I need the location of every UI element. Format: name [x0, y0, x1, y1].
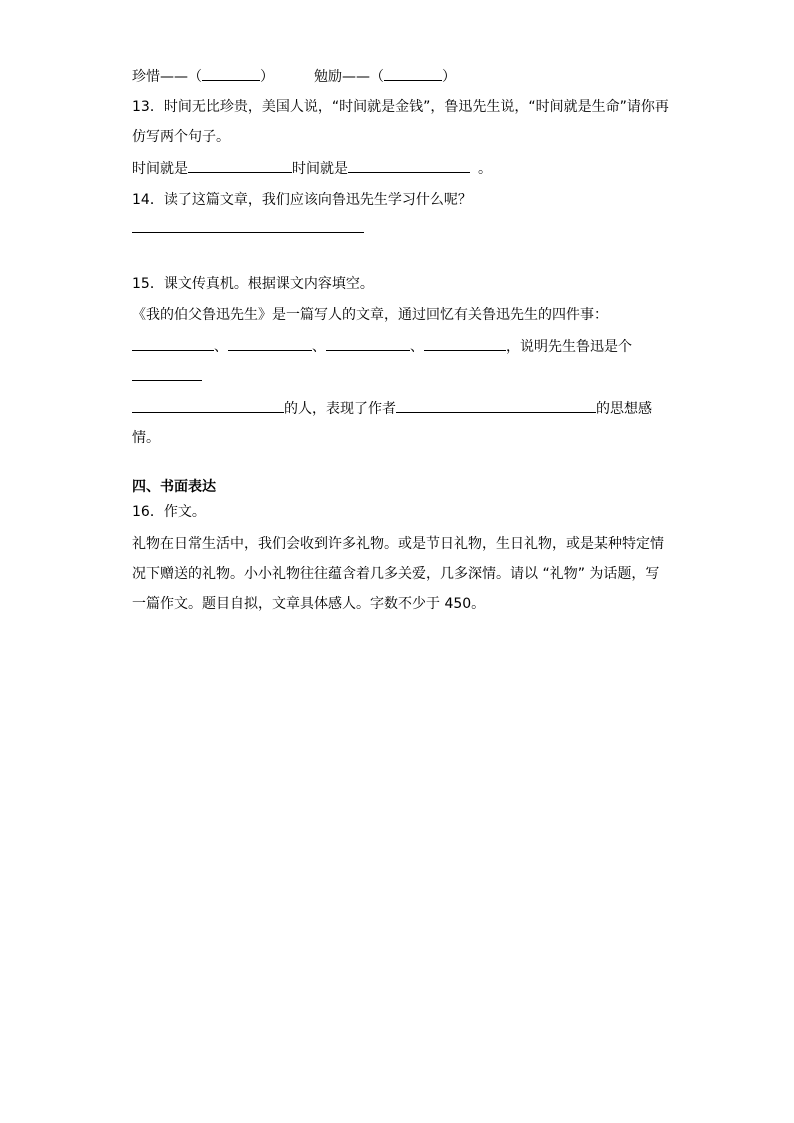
q15-mid5: 的人，表现了作者	[284, 401, 396, 417]
q16-prompt-line1: 礼物在日常生活中，我们会收到许多礼物。或是节日礼物，生日礼物，或是某种特定情	[132, 536, 664, 552]
q13-prompt-line1: 13．时间无比珍贵，美国人说，“时间就是金钱”，鲁迅先生说，“时间就是生命”请你再	[132, 99, 669, 115]
q12-blank-2[interactable]	[384, 66, 442, 81]
section-heading: 四、书面表达	[132, 479, 216, 495]
q15-blank-event3[interactable]	[326, 336, 410, 351]
q15-blank-event1[interactable]	[132, 336, 214, 351]
q15-prompt-line1: 15．课文传真机。根据课文内容填空。	[132, 276, 374, 292]
q12-tail-line	[132, 66, 456, 86]
q15-sep3: 、	[410, 339, 424, 355]
q13-blank-1[interactable]	[188, 158, 292, 173]
q15-tail5: 的思想感	[596, 401, 652, 417]
q13-blank-2[interactable]	[348, 158, 470, 173]
q12-word1: 珍惜——（	[132, 69, 202, 85]
q16-title: 16．作文。	[132, 504, 206, 520]
q15-answer-line1	[132, 336, 632, 356]
q13-end: 。	[478, 161, 492, 177]
q14-blank[interactable]	[132, 218, 364, 233]
q16-prompt-line2: 况下赠送的礼物。小小礼物往往蕴含着几多关爱，几多深情。请以 “礼物” 为话题，写	[132, 566, 660, 582]
q15-sep2: 、	[312, 339, 326, 355]
q15-answer-line3	[132, 398, 652, 418]
q15-blank-event4[interactable]	[424, 336, 506, 351]
q12-blank-1[interactable]	[202, 66, 260, 81]
q15-sep1: 、	[214, 339, 228, 355]
q12-word2: 勉励——（	[314, 69, 384, 85]
q12-close2: ）	[442, 69, 456, 85]
q13-prompt-line2: 仿写两个句子。	[132, 129, 230, 145]
q15-blank-trait-start[interactable]	[132, 366, 202, 381]
q13-prefix1: 时间就是	[132, 161, 188, 177]
q15-blank-event2[interactable]	[228, 336, 312, 351]
q12-close1: ）	[260, 69, 274, 85]
q15-answer-line2	[132, 366, 202, 386]
q15-answer-line4: 情。	[132, 430, 160, 446]
q16-prompt-line3: 一篇作文。题目自拟，文章具体感人。字数不少于 450。	[132, 596, 486, 612]
q14-answer-line	[132, 218, 364, 238]
q13-answer-line	[132, 158, 492, 178]
q15-blank-trait[interactable]	[132, 398, 284, 413]
q14-prompt: 14．读了这篇文章，我们应该向鲁迅先生学习什么呢？	[132, 192, 472, 208]
q15-tail3: ，说明先生鲁迅是个	[506, 339, 632, 355]
q15-blank-feeling[interactable]	[396, 398, 596, 413]
q13-prefix2: 时间就是	[292, 161, 348, 177]
q15-prompt-line2: 《我的伯父鲁迅先生》是一篇写人的文章，通过回忆有关鲁迅先生的四件事：	[132, 307, 608, 323]
